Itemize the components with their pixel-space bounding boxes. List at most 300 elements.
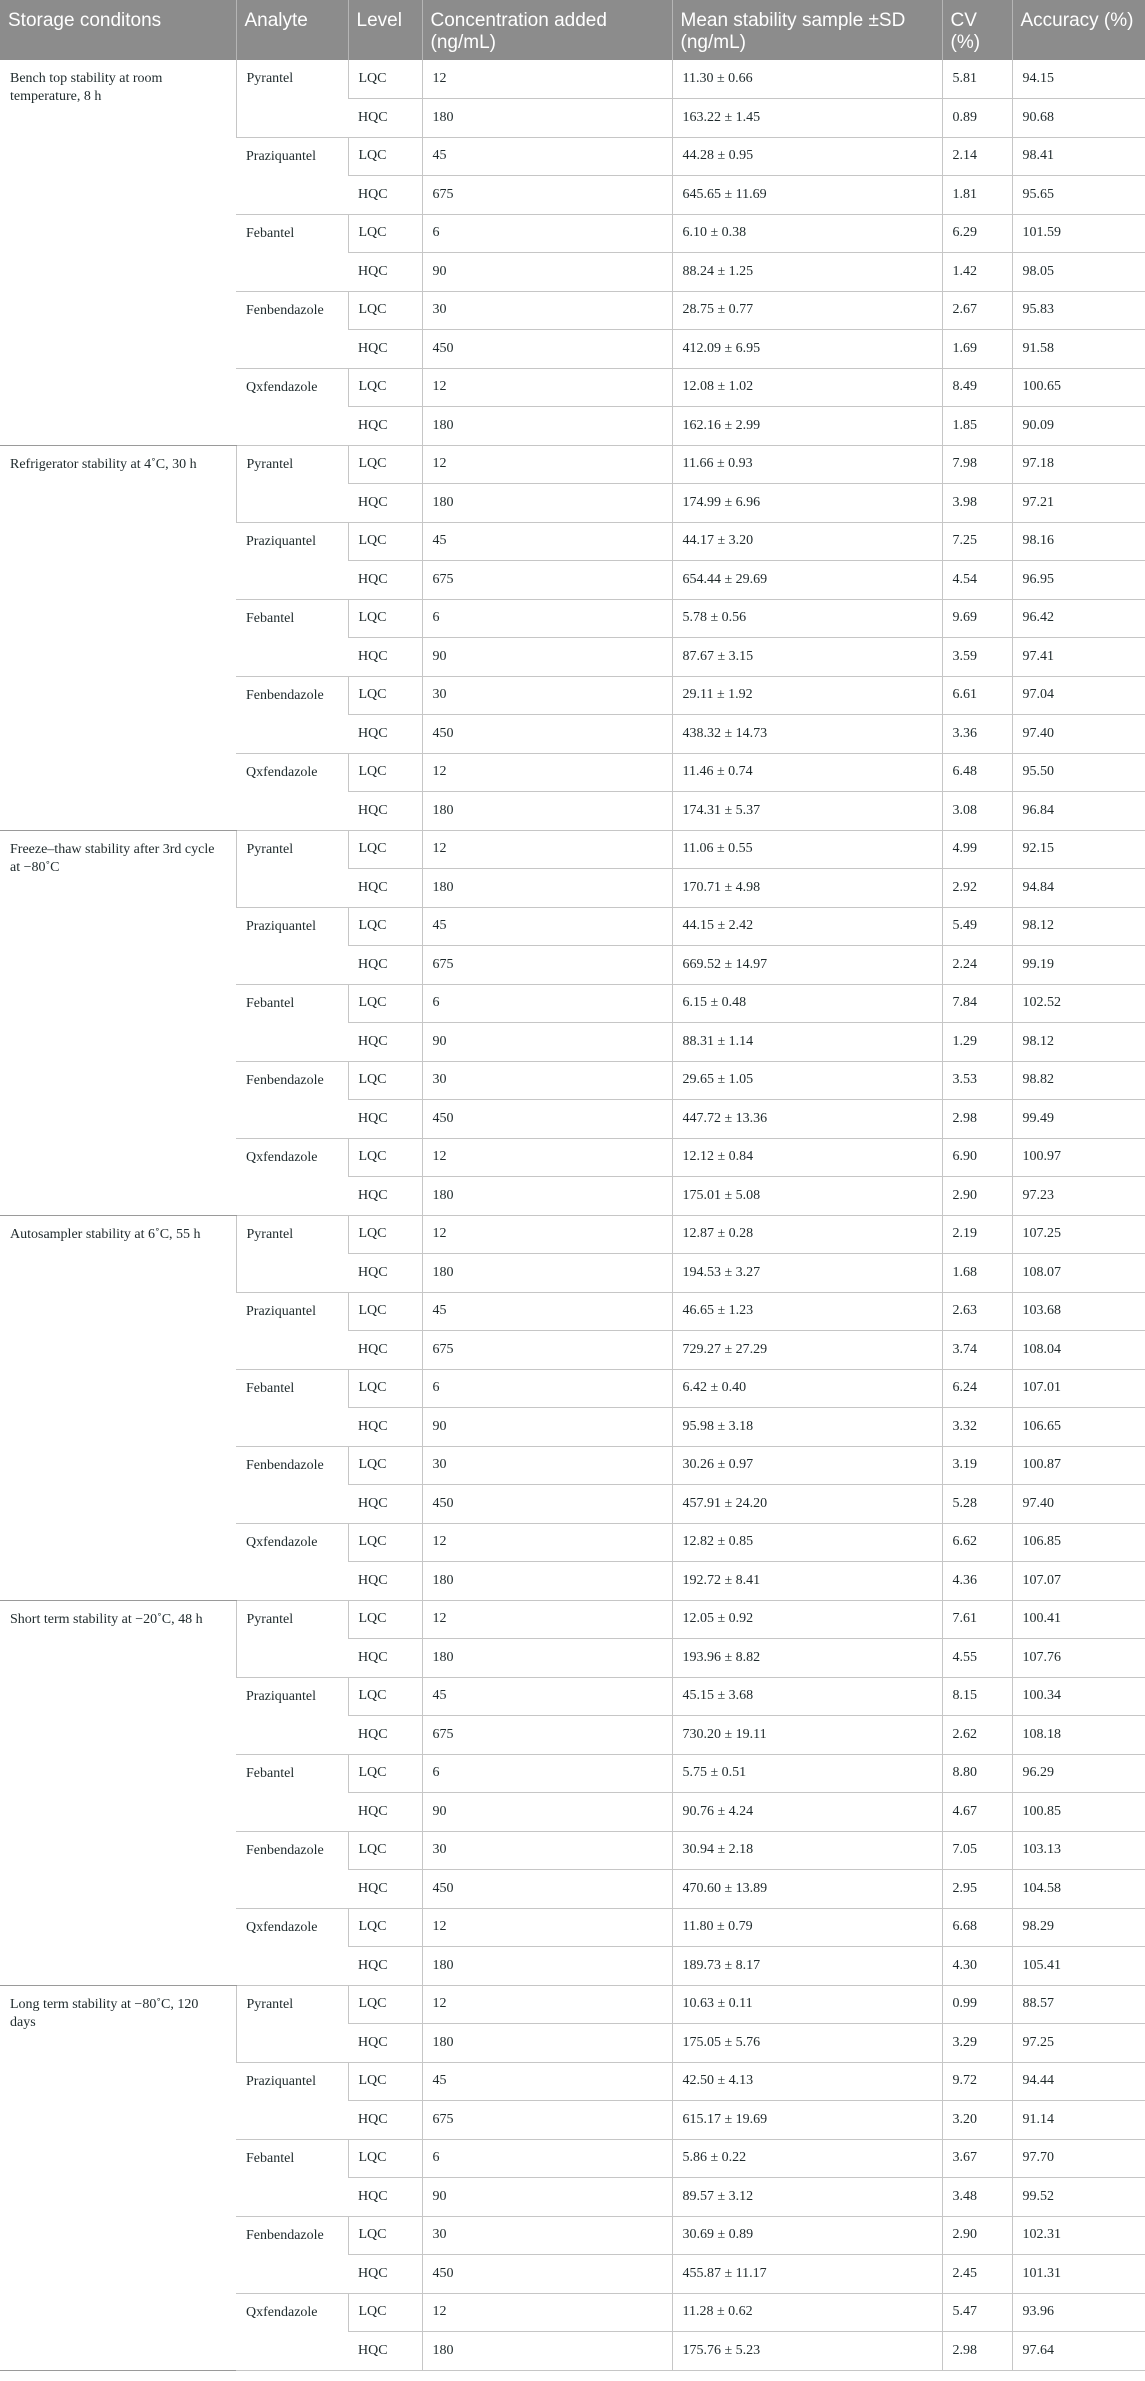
concentration-cell: 180 (422, 2332, 672, 2371)
accuracy-cell: 108.04 (1012, 1331, 1145, 1370)
level-cell: HQC (348, 869, 422, 908)
mean-stability-cell: 729.27 ± 27.29 (672, 1331, 942, 1370)
cv-cell: 6.90 (942, 1138, 1012, 1177)
concentration-cell: 45 (422, 137, 672, 176)
cv-cell: 6.24 (942, 1369, 1012, 1408)
concentration-cell: 180 (422, 1639, 672, 1678)
analyte-cell: Qxfendazole (236, 2293, 348, 2370)
accuracy-cell: 97.25 (1012, 2024, 1145, 2063)
accuracy-cell: 106.85 (1012, 1523, 1145, 1562)
concentration-cell: 30 (422, 1831, 672, 1870)
analyte-cell: Praziquantel (236, 2062, 348, 2139)
accuracy-cell: 107.25 (1012, 1215, 1145, 1254)
cv-cell: 6.68 (942, 1908, 1012, 1947)
cv-cell: 6.62 (942, 1523, 1012, 1562)
cv-cell: 7.61 (942, 1600, 1012, 1639)
level-cell: HQC (348, 2255, 422, 2294)
accuracy-cell: 98.41 (1012, 137, 1145, 176)
accuracy-cell: 103.13 (1012, 1831, 1145, 1870)
accuracy-cell: 95.83 (1012, 291, 1145, 330)
analyte-cell: Pyrantel (236, 1600, 348, 1677)
mean-stability-cell: 44.28 ± 0.95 (672, 137, 942, 176)
concentration-cell: 45 (422, 907, 672, 946)
mean-stability-cell: 42.50 ± 4.13 (672, 2062, 942, 2101)
concentration-cell: 90 (422, 1408, 672, 1447)
cv-cell: 2.90 (942, 1177, 1012, 1216)
mean-stability-cell: 30.94 ± 2.18 (672, 1831, 942, 1870)
analyte-cell: Febantel (236, 214, 348, 291)
level-cell: LQC (348, 676, 422, 715)
level-cell: HQC (348, 638, 422, 677)
analyte-cell: Praziquantel (236, 907, 348, 984)
accuracy-cell: 100.87 (1012, 1446, 1145, 1485)
cv-cell: 4.99 (942, 830, 1012, 869)
mean-stability-cell: 11.46 ± 0.74 (672, 753, 942, 792)
analyte-cell: Pyrantel (236, 1215, 348, 1292)
table-row (0, 1600, 1145, 1639)
accuracy-cell: 105.41 (1012, 1947, 1145, 1986)
mean-stability-cell: 455.87 ± 11.17 (672, 2255, 942, 2294)
accuracy-cell: 107.76 (1012, 1639, 1145, 1678)
level-cell: HQC (348, 2024, 422, 2063)
concentration-cell: 12 (422, 1908, 672, 1947)
accuracy-cell: 100.85 (1012, 1793, 1145, 1832)
level-cell: LQC (348, 291, 422, 330)
level-cell: LQC (348, 1061, 422, 1100)
accuracy-cell: 99.49 (1012, 1100, 1145, 1139)
concentration-cell: 450 (422, 1100, 672, 1139)
cv-cell: 5.81 (942, 60, 1012, 99)
analyte-cell: Febantel (236, 1754, 348, 1831)
cv-cell: 7.05 (942, 1831, 1012, 1870)
mean-stability-cell: 12.82 ± 0.85 (672, 1523, 942, 1562)
accuracy-cell: 97.41 (1012, 638, 1145, 677)
cv-cell: 3.08 (942, 792, 1012, 831)
accuracy-cell: 100.65 (1012, 368, 1145, 407)
concentration-cell: 675 (422, 561, 672, 600)
cv-cell: 0.99 (942, 1985, 1012, 2024)
cv-cell: 9.72 (942, 2062, 1012, 2101)
level-cell: HQC (348, 1562, 422, 1601)
level-cell: HQC (348, 2332, 422, 2371)
cv-cell: 3.48 (942, 2178, 1012, 2217)
mean-stability-cell: 5.86 ± 0.22 (672, 2139, 942, 2178)
level-cell: LQC (348, 2062, 422, 2101)
cv-cell: 5.28 (942, 1485, 1012, 1524)
concentration-cell: 12 (422, 753, 672, 792)
cv-cell: 8.15 (942, 1677, 1012, 1716)
mean-stability-cell: 30.26 ± 0.97 (672, 1446, 942, 1485)
accuracy-cell: 94.44 (1012, 2062, 1145, 2101)
accuracy-cell: 108.07 (1012, 1254, 1145, 1293)
table-row (0, 445, 1145, 484)
analyte-cell: Qxfendazole (236, 753, 348, 830)
mean-stability-cell: 90.76 ± 4.24 (672, 1793, 942, 1832)
level-cell: HQC (348, 253, 422, 292)
header-cv: CV (%) (942, 0, 1012, 60)
accuracy-cell: 96.42 (1012, 599, 1145, 638)
accuracy-cell: 96.29 (1012, 1754, 1145, 1793)
accuracy-cell: 88.57 (1012, 1985, 1145, 2024)
level-cell: HQC (348, 1639, 422, 1678)
cv-cell: 6.29 (942, 214, 1012, 253)
accuracy-cell: 102.31 (1012, 2216, 1145, 2255)
analyte-cell: Febantel (236, 984, 348, 1061)
storage-condition-cell: Refrigerator stability at 4˚C, 30 h (0, 445, 236, 830)
concentration-cell: 180 (422, 1254, 672, 1293)
concentration-cell: 90 (422, 2178, 672, 2217)
accuracy-cell: 98.29 (1012, 1908, 1145, 1947)
concentration-cell: 90 (422, 638, 672, 677)
mean-stability-cell: 44.17 ± 3.20 (672, 522, 942, 561)
concentration-cell: 12 (422, 1985, 672, 2024)
analyte-cell: Praziquantel (236, 1292, 348, 1369)
concentration-cell: 180 (422, 1947, 672, 1986)
cv-cell: 3.20 (942, 2101, 1012, 2140)
accuracy-cell: 98.12 (1012, 907, 1145, 946)
concentration-cell: 450 (422, 330, 672, 369)
mean-stability-cell: 28.75 ± 0.77 (672, 291, 942, 330)
analyte-cell: Fenbendazole (236, 291, 348, 368)
concentration-cell: 450 (422, 715, 672, 754)
cv-cell: 2.24 (942, 946, 1012, 985)
cv-cell: 5.49 (942, 907, 1012, 946)
level-cell: LQC (348, 2139, 422, 2178)
level-cell: HQC (348, 561, 422, 600)
accuracy-cell: 97.04 (1012, 676, 1145, 715)
analyte-cell: Pyrantel (236, 1985, 348, 2062)
mean-stability-cell: 6.10 ± 0.38 (672, 214, 942, 253)
cv-cell: 7.25 (942, 522, 1012, 561)
cv-cell: 1.69 (942, 330, 1012, 369)
level-cell: HQC (348, 715, 422, 754)
level-cell: LQC (348, 1215, 422, 1254)
analyte-cell: Qxfendazole (236, 368, 348, 445)
concentration-cell: 180 (422, 869, 672, 908)
accuracy-cell: 108.18 (1012, 1716, 1145, 1755)
accuracy-cell: 98.82 (1012, 1061, 1145, 1100)
mean-stability-cell: 192.72 ± 8.41 (672, 1562, 942, 1601)
cv-cell: 4.67 (942, 1793, 1012, 1832)
concentration-cell: 180 (422, 1177, 672, 1216)
table-body (0, 60, 1145, 2370)
concentration-cell: 12 (422, 1523, 672, 1562)
cv-cell: 2.92 (942, 869, 1012, 908)
concentration-cell: 12 (422, 445, 672, 484)
cv-cell: 2.90 (942, 2216, 1012, 2255)
mean-stability-cell: 730.20 ± 19.11 (672, 1716, 942, 1755)
level-cell: LQC (348, 753, 422, 792)
mean-stability-cell: 170.71 ± 4.98 (672, 869, 942, 908)
analyte-cell: Praziquantel (236, 137, 348, 214)
header-level: Level (348, 0, 422, 60)
level-cell: LQC (348, 1754, 422, 1793)
mean-stability-cell: 457.91 ± 24.20 (672, 1485, 942, 1524)
analyte-cell: Fenbendazole (236, 1061, 348, 1138)
accuracy-cell: 97.40 (1012, 715, 1145, 754)
analyte-cell: Fenbendazole (236, 2216, 348, 2293)
cv-cell: 1.42 (942, 253, 1012, 292)
cv-cell: 1.68 (942, 1254, 1012, 1293)
level-cell: LQC (348, 60, 422, 99)
accuracy-cell: 95.50 (1012, 753, 1145, 792)
level-cell: HQC (348, 1870, 422, 1909)
cv-cell: 2.67 (942, 291, 1012, 330)
analyte-cell: Fenbendazole (236, 676, 348, 753)
accuracy-cell: 90.09 (1012, 407, 1145, 446)
level-cell: HQC (348, 1793, 422, 1832)
concentration-cell: 675 (422, 1716, 672, 1755)
level-cell: HQC (348, 1100, 422, 1139)
mean-stability-cell: 5.75 ± 0.51 (672, 1754, 942, 1793)
mean-stability-cell: 12.05 ± 0.92 (672, 1600, 942, 1639)
accuracy-cell: 107.01 (1012, 1369, 1145, 1408)
cv-cell: 3.67 (942, 2139, 1012, 2178)
mean-stability-cell: 45.15 ± 3.68 (672, 1677, 942, 1716)
level-cell: HQC (348, 946, 422, 985)
cv-cell: 7.98 (942, 445, 1012, 484)
level-cell: LQC (348, 368, 422, 407)
analyte-cell: Febantel (236, 599, 348, 676)
mean-stability-cell: 29.11 ± 1.92 (672, 676, 942, 715)
level-cell: HQC (348, 1947, 422, 1986)
concentration-cell: 30 (422, 676, 672, 715)
cv-cell: 7.84 (942, 984, 1012, 1023)
analyte-cell: Pyrantel (236, 60, 348, 137)
cv-cell: 8.80 (942, 1754, 1012, 1793)
level-cell: HQC (348, 1023, 422, 1062)
concentration-cell: 12 (422, 368, 672, 407)
mean-stability-cell: 194.53 ± 3.27 (672, 1254, 942, 1293)
accuracy-cell: 95.65 (1012, 176, 1145, 215)
mean-stability-cell: 87.67 ± 3.15 (672, 638, 942, 677)
cv-cell: 3.32 (942, 1408, 1012, 1447)
level-cell: LQC (348, 1831, 422, 1870)
concentration-cell: 6 (422, 2139, 672, 2178)
mean-stability-cell: 11.80 ± 0.79 (672, 1908, 942, 1947)
header-storage-conditions: Storage conditons (0, 0, 236, 60)
mean-stability-cell: 175.01 ± 5.08 (672, 1177, 942, 1216)
concentration-cell: 180 (422, 407, 672, 446)
mean-stability-cell: 5.78 ± 0.56 (672, 599, 942, 638)
level-cell: HQC (348, 99, 422, 138)
cv-cell: 9.69 (942, 599, 1012, 638)
mean-stability-cell: 175.05 ± 5.76 (672, 2024, 942, 2063)
mean-stability-cell: 88.24 ± 1.25 (672, 253, 942, 292)
header-analyte: Analyte (236, 0, 348, 60)
cv-cell: 6.61 (942, 676, 1012, 715)
concentration-cell: 6 (422, 1369, 672, 1408)
mean-stability-cell: 30.69 ± 0.89 (672, 2216, 942, 2255)
level-cell: HQC (348, 484, 422, 523)
cv-cell: 4.55 (942, 1639, 1012, 1678)
concentration-cell: 45 (422, 1292, 672, 1331)
cv-cell: 5.47 (942, 2293, 1012, 2332)
header-concentration-added: Concentration added (ng/mL) (422, 0, 672, 60)
level-cell: LQC (348, 1369, 422, 1408)
mean-stability-cell: 6.42 ± 0.40 (672, 1369, 942, 1408)
level-cell: LQC (348, 1138, 422, 1177)
concentration-cell: 12 (422, 2293, 672, 2332)
concentration-cell: 12 (422, 60, 672, 99)
cv-cell: 1.81 (942, 176, 1012, 215)
mean-stability-cell: 174.99 ± 6.96 (672, 484, 942, 523)
cv-cell: 1.85 (942, 407, 1012, 446)
cv-cell: 3.53 (942, 1061, 1012, 1100)
cv-cell: 8.49 (942, 368, 1012, 407)
accuracy-cell: 93.96 (1012, 2293, 1145, 2332)
header-accuracy: Accuracy (%) (1012, 0, 1145, 60)
mean-stability-cell: 89.57 ± 3.12 (672, 2178, 942, 2217)
table-header (0, 0, 1145, 60)
mean-stability-cell: 6.15 ± 0.48 (672, 984, 942, 1023)
mean-stability-cell: 12.08 ± 1.02 (672, 368, 942, 407)
cv-cell: 2.14 (942, 137, 1012, 176)
level-cell: LQC (348, 1985, 422, 2024)
accuracy-cell: 92.15 (1012, 830, 1145, 869)
header-row (0, 0, 1145, 60)
analyte-cell: Praziquantel (236, 522, 348, 599)
level-cell: LQC (348, 1523, 422, 1562)
concentration-cell: 12 (422, 830, 672, 869)
concentration-cell: 90 (422, 1793, 672, 1832)
concentration-cell: 675 (422, 946, 672, 985)
accuracy-cell: 98.05 (1012, 253, 1145, 292)
accuracy-cell: 103.68 (1012, 1292, 1145, 1331)
concentration-cell: 180 (422, 1562, 672, 1601)
cv-cell: 3.59 (942, 638, 1012, 677)
accuracy-cell: 94.15 (1012, 60, 1145, 99)
accuracy-cell: 91.14 (1012, 2101, 1145, 2140)
level-cell: LQC (348, 599, 422, 638)
accuracy-cell: 100.41 (1012, 1600, 1145, 1639)
level-cell: HQC (348, 2101, 422, 2140)
cv-cell: 6.48 (942, 753, 1012, 792)
concentration-cell: 675 (422, 1331, 672, 1370)
cv-cell: 2.62 (942, 1716, 1012, 1755)
mean-stability-cell: 189.73 ± 8.17 (672, 1947, 942, 1986)
accuracy-cell: 107.07 (1012, 1562, 1145, 1601)
mean-stability-cell: 412.09 ± 6.95 (672, 330, 942, 369)
cv-cell: 3.36 (942, 715, 1012, 754)
mean-stability-cell: 447.72 ± 13.36 (672, 1100, 942, 1139)
concentration-cell: 12 (422, 1215, 672, 1254)
concentration-cell: 6 (422, 1754, 672, 1793)
accuracy-cell: 104.58 (1012, 1870, 1145, 1909)
cv-cell: 2.19 (942, 1215, 1012, 1254)
analyte-cell: Febantel (236, 1369, 348, 1446)
accuracy-cell: 96.84 (1012, 792, 1145, 831)
analyte-cell: Fenbendazole (236, 1831, 348, 1908)
concentration-cell: 12 (422, 1600, 672, 1639)
concentration-cell: 30 (422, 1061, 672, 1100)
cv-cell: 4.36 (942, 1562, 1012, 1601)
mean-stability-cell: 12.87 ± 0.28 (672, 1215, 942, 1254)
accuracy-cell: 98.16 (1012, 522, 1145, 561)
concentration-cell: 675 (422, 2101, 672, 2140)
concentration-cell: 30 (422, 2216, 672, 2255)
cv-cell: 0.89 (942, 99, 1012, 138)
mean-stability-cell: 174.31 ± 5.37 (672, 792, 942, 831)
cv-cell: 2.95 (942, 1870, 1012, 1909)
accuracy-cell: 98.12 (1012, 1023, 1145, 1062)
storage-condition-cell: Short term stability at −20˚C, 48 h (0, 1600, 236, 1985)
table-row (0, 1985, 1145, 2024)
concentration-cell: 180 (422, 792, 672, 831)
level-cell: LQC (348, 984, 422, 1023)
mean-stability-cell: 615.17 ± 19.69 (672, 2101, 942, 2140)
accuracy-cell: 97.70 (1012, 2139, 1145, 2178)
level-cell: HQC (348, 176, 422, 215)
concentration-cell: 30 (422, 1446, 672, 1485)
mean-stability-cell: 95.98 ± 3.18 (672, 1408, 942, 1447)
cv-cell: 2.63 (942, 1292, 1012, 1331)
concentration-cell: 180 (422, 99, 672, 138)
level-cell: LQC (348, 445, 422, 484)
mean-stability-cell: 11.06 ± 0.55 (672, 830, 942, 869)
concentration-cell: 6 (422, 214, 672, 253)
cv-cell: 3.74 (942, 1331, 1012, 1370)
concentration-cell: 450 (422, 1870, 672, 1909)
concentration-cell: 45 (422, 522, 672, 561)
accuracy-cell: 99.52 (1012, 2178, 1145, 2217)
accuracy-cell: 97.21 (1012, 484, 1145, 523)
cv-cell: 3.29 (942, 2024, 1012, 2063)
level-cell: HQC (348, 407, 422, 446)
level-cell: LQC (348, 2293, 422, 2332)
table-row (0, 60, 1145, 99)
concentration-cell: 30 (422, 291, 672, 330)
mean-stability-cell: 163.22 ± 1.45 (672, 99, 942, 138)
storage-condition-cell: Bench top stability at room temperature, 8 h (0, 60, 236, 445)
mean-stability-cell: 175.76 ± 5.23 (672, 2332, 942, 2371)
accuracy-cell: 101.59 (1012, 214, 1145, 253)
storage-condition-cell: Autosampler stability at 6˚C, 55 h (0, 1215, 236, 1600)
level-cell: LQC (348, 1908, 422, 1947)
level-cell: LQC (348, 214, 422, 253)
accuracy-cell: 97.23 (1012, 1177, 1145, 1216)
accuracy-cell: 90.68 (1012, 99, 1145, 138)
level-cell: HQC (348, 792, 422, 831)
analyte-cell: Fenbendazole (236, 1446, 348, 1523)
analyte-cell: Qxfendazole (236, 1908, 348, 1985)
level-cell: HQC (348, 1716, 422, 1755)
concentration-cell: 90 (422, 1023, 672, 1062)
cv-cell: 3.98 (942, 484, 1012, 523)
concentration-cell: 45 (422, 1677, 672, 1716)
accuracy-cell: 101.31 (1012, 2255, 1145, 2294)
mean-stability-cell: 162.16 ± 2.99 (672, 407, 942, 446)
analyte-cell: Qxfendazole (236, 1138, 348, 1215)
level-cell: LQC (348, 830, 422, 869)
level-cell: LQC (348, 1600, 422, 1639)
concentration-cell: 12 (422, 1138, 672, 1177)
accuracy-cell: 100.34 (1012, 1677, 1145, 1716)
concentration-cell: 450 (422, 2255, 672, 2294)
concentration-cell: 6 (422, 599, 672, 638)
concentration-cell: 450 (422, 1485, 672, 1524)
level-cell: LQC (348, 137, 422, 176)
accuracy-cell: 97.40 (1012, 1485, 1145, 1524)
mean-stability-cell: 645.65 ± 11.69 (672, 176, 942, 215)
header-mean-stability: Mean stability sample ±SD (ng/mL) (672, 0, 942, 60)
mean-stability-cell: 11.28 ± 0.62 (672, 2293, 942, 2332)
mean-stability-cell: 669.52 ± 14.97 (672, 946, 942, 985)
analyte-cell: Febantel (236, 2139, 348, 2216)
cv-cell: 2.98 (942, 1100, 1012, 1139)
cv-cell: 4.30 (942, 1947, 1012, 1986)
mean-stability-cell: 10.63 ± 0.11 (672, 1985, 942, 2024)
